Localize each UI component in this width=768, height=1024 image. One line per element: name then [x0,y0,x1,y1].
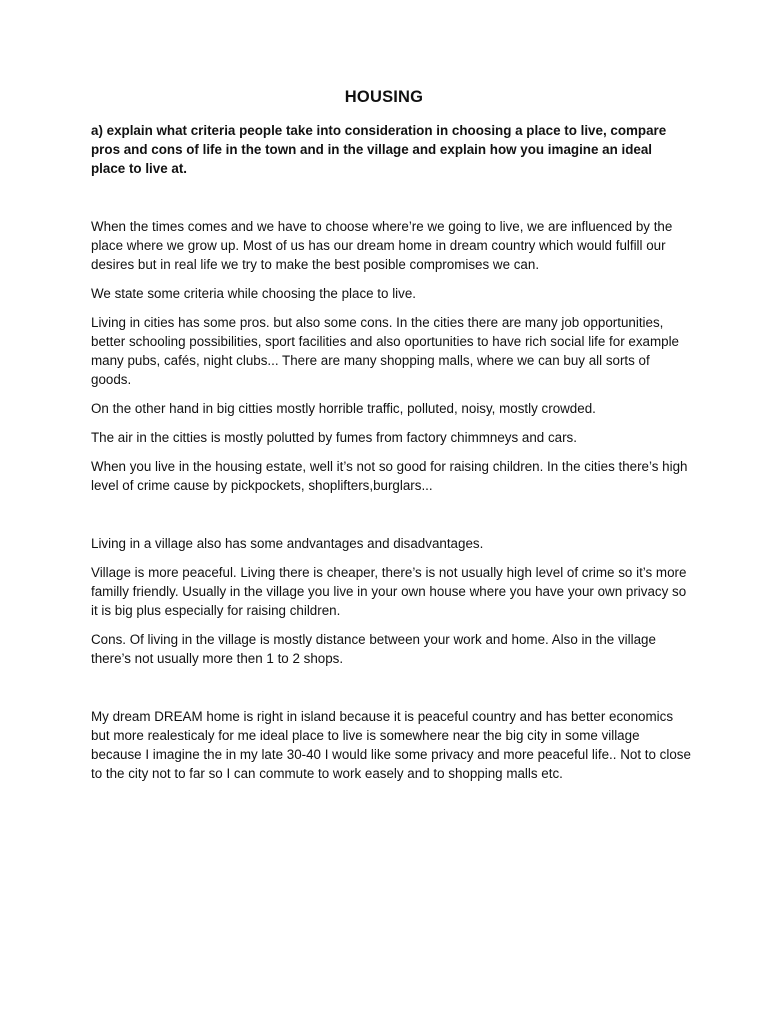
paragraph-city-pros: Living in cities has some pros. but also some cons. In the cities there are many job opportunities, better schooling possibilities, sport facilities and also oportunities to have rich social life for example many pubs, cafés, night clubs... There are many shopping malls, where we can buy all sorts of goods. [91,315,679,387]
paragraph-intro: When the times comes and we have to choose where’re we going to live, we are influenced by the place where we grow up. Most of us has our dream home in dream country which would fulfill our desires but in real life we try to make the best posible compromises we can. [91,219,673,272]
paragraph-city-crime: When you live in the housing estate, well it’s not so good for raising children. In the cities there’s high level of crime cause by pickpockets, shoplifters,burglars... [91,459,688,493]
paragraph-village-cons: Cons. Of living in the village is mostly distance between your work and home. Also in the village there’s not usually more then 1 to 2 shops. [91,632,656,666]
paragraph-city-cons: On the other hand in big citties mostly horrible traffic, polluted, noisy, mostly crowded. [91,401,596,416]
spacer [91,678,691,707]
paragraph-criteria: We state some criteria while choosing the place to live. [91,286,417,301]
document-body [91,121,691,793]
paragraph-dream-home: My dream DREAM home is right in island because it is peaceful country and has better economics but more realesticaly for me ideal place to live is somewhere near the big city in some village because I imagine the in my late 30-40 I would like some privacy and more peaceful life.. Not to close to the city not to far so I can commute to work easely and to shopping malls etc. [91,709,691,781]
spacer [91,178,691,217]
paragraph-city-air: The air in the citties is mostly polutted by fumes from factory chimmneys and cars. [91,430,577,445]
spacer [91,505,691,534]
question-prompt: a) explain what criteria people take into consideration in choosing a place to live, compare pros and cons of life in the town and in the village and explain how you imagine an ideal place to live at. [91,123,667,176]
document-title: HOUSING [344,88,424,106]
paragraph-village-intro: Living in a village also has some andvantages and disadvantages. [91,536,484,551]
paragraph-village-pros: Village is more peaceful. Living there is cheaper, there’s is not usually high level of crime so it’s more familly friendly. Usually in the village you live in your own house where you have your own privacy so it is big plus especially for raising children. [91,565,687,618]
